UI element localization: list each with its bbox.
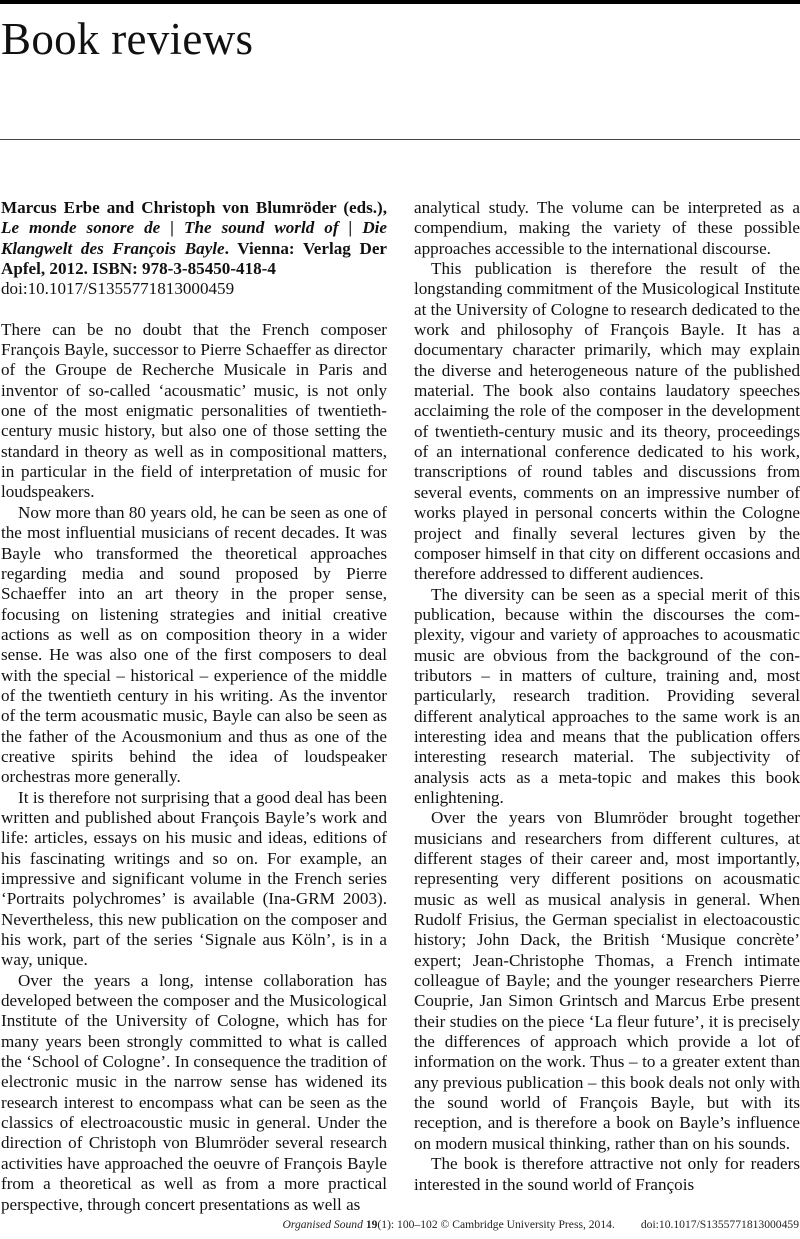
paragraph: The book is therefore attractive not only for readers interested in the sound world of François [414,1154,800,1194]
paragraph: It is therefore not surprising that a good deal has been written and published about François Bayle’s work and life: articles, essays on his music and ideas, editions of his fascinating writings and so on. For example, an impressive and significant volume in the French series ‘Portraits polychromes’ is available (Ina-GRM 2003). Nevertheless, this new publication on the composer and his work, part of the series ‘Signale aus Köln’, is in a way, unique. [1,787,387,970]
footer-issue-pages: (1): 100–102 © Cambridge University Press, 2014. [377,1218,615,1231]
book-citation [1,198,387,279]
paragraph: This publication is therefore the result of the longstanding commitment of the Musicological Institute at the University of Cologne to research dedicated to the work and philosophy of François Bayle. It has a documentary character primarily, which may explain the diverse and heterogeneous nature of the published material. The book also contains laudatory speeches acclaiming the role of the composer in the development of twentieth-century music and its theory, proceedings of an international conference dedicated to his work, transcriptions of round tables and discussions from several events, comments on an impressive number of works played in personal concerts within the Cologne project and finally several lectures given by the composer himself in that city on different occasions and therefore addressed to different audiences. [414,259,800,584]
paragraph: The diversity can be seen as a special merit of this publication, because within the discourses the complexity, vigour and variety of approaches to acousmatic music are obvious from the background of the contributors – in matters of culture, training and, most particularly, research tradition. Providing several different analytical approaches to the same work is an interesting idea and means that the publication offers interesting research material. The subjectivity of analysis acts as a meta-topic and makes this book enlightening. [414,584,800,807]
citation-title: Le monde sonore de | The sound world of | Die Klangwelt des François Bayle [1,218,387,258]
top-rule [0,0,800,4]
paragraph: Over the years von Blumröder brought together musicians and researchers from different cultures, at different stages of their career and, most importantly, representing very different positions on acousmatic music as well as musical analysis in general. When Rudolf Frisius, the German specialist in electoacoustic history; John Dack, the British ‘Musique concrète’ expert; Jean-Christophe Thomas, a French intimate colleague of Bayle; and the younger researchers Pierre Couprie, Jan Simon Grintsch and Marcus Erbe present their studies on the piece ‘La fleur future’, it is precisely the differences of approach which provide a lot of information on the work. Thus – to a greater extent than any previous publication – this book deals not only with the sound world of François Bayle, but with its reception, and is therefore a book on Bayle’s influence on modern musical thinking, rather than on his sounds. [414,808,800,1153]
paragraph: Over the years a long, intense collaboration has developed between the composer and the Musicological Institute of the University of Cologne, which has for many years been strongly committed to what is called the ‘School of Cologne’. In consequence the tradition of electronic music in the narrow sense has widened its research interest to encompass what can be seen as the classics of electroacoustic music in general. Under the direction of Christoph von Blumröder several research activities have approached the oeuvre of François Bayle from a theoretical as well as from a more practical perspective, through concert presentations as well as [1,970,387,1214]
citation-publisher: . Vienna: Verlag Der Apfel, 2012. ISBN: 978-3-85450-418-4 [1,238,387,279]
section-title: Book reviews [1,14,254,64]
paragraph: There can be no doubt that the French composer François Bayle, successor to Pierre Schaeffer as director of the Groupe de Recherche Musicale in Paris and inventor of so-called ‘acousmatic’ music, is not only one of the most enigmatic personalities of twentieth-century music history, but also one of those setting the standard in theory as well as in compositional matters, in particular in the field of interpretation of music for loudspeakers. [1,319,387,502]
citation-authors: Marcus Erbe and Christoph von Blumröder (eds.), [1,198,387,217]
footer-doi[interactable]: doi:10.1017/S1355771813000459 [640,1218,799,1231]
header-divider [0,139,800,140]
footer-volume: 19 [365,1218,378,1231]
citation-doi: doi:10.1017/S1355771813000459 [1,279,235,299]
right-column [414,198,800,1195]
page-footer [283,1218,800,1231]
footer-journal: Organised Sound [282,1218,363,1231]
left-column [1,198,387,1215]
paragraph: analytical study. The volume can be interpreted as a compendium, making the variety of these possible approaches accessible to the international discourse. [414,198,800,258]
paragraph: Now more than 80 years old, he can be seen as one of the most influential musicians of recent decades. It was Bayle who transformed the theoretical approaches regarding media and sound proposed by Pierre Schaeffer into an art theory in the proper sense, focusing on listening strategies and initial creative actions as well as on composition theory in a wider sense. He was also one of the first composers to deal with the special – historical – experience of the middle of the twentieth century in his writing. As the inventor of the term acousmatic music, Bayle can also be seen as the father of the Acousmonium and thus as one of the creative spirits behind the idea of loudspeaker orchestras more generally. [1,502,387,787]
